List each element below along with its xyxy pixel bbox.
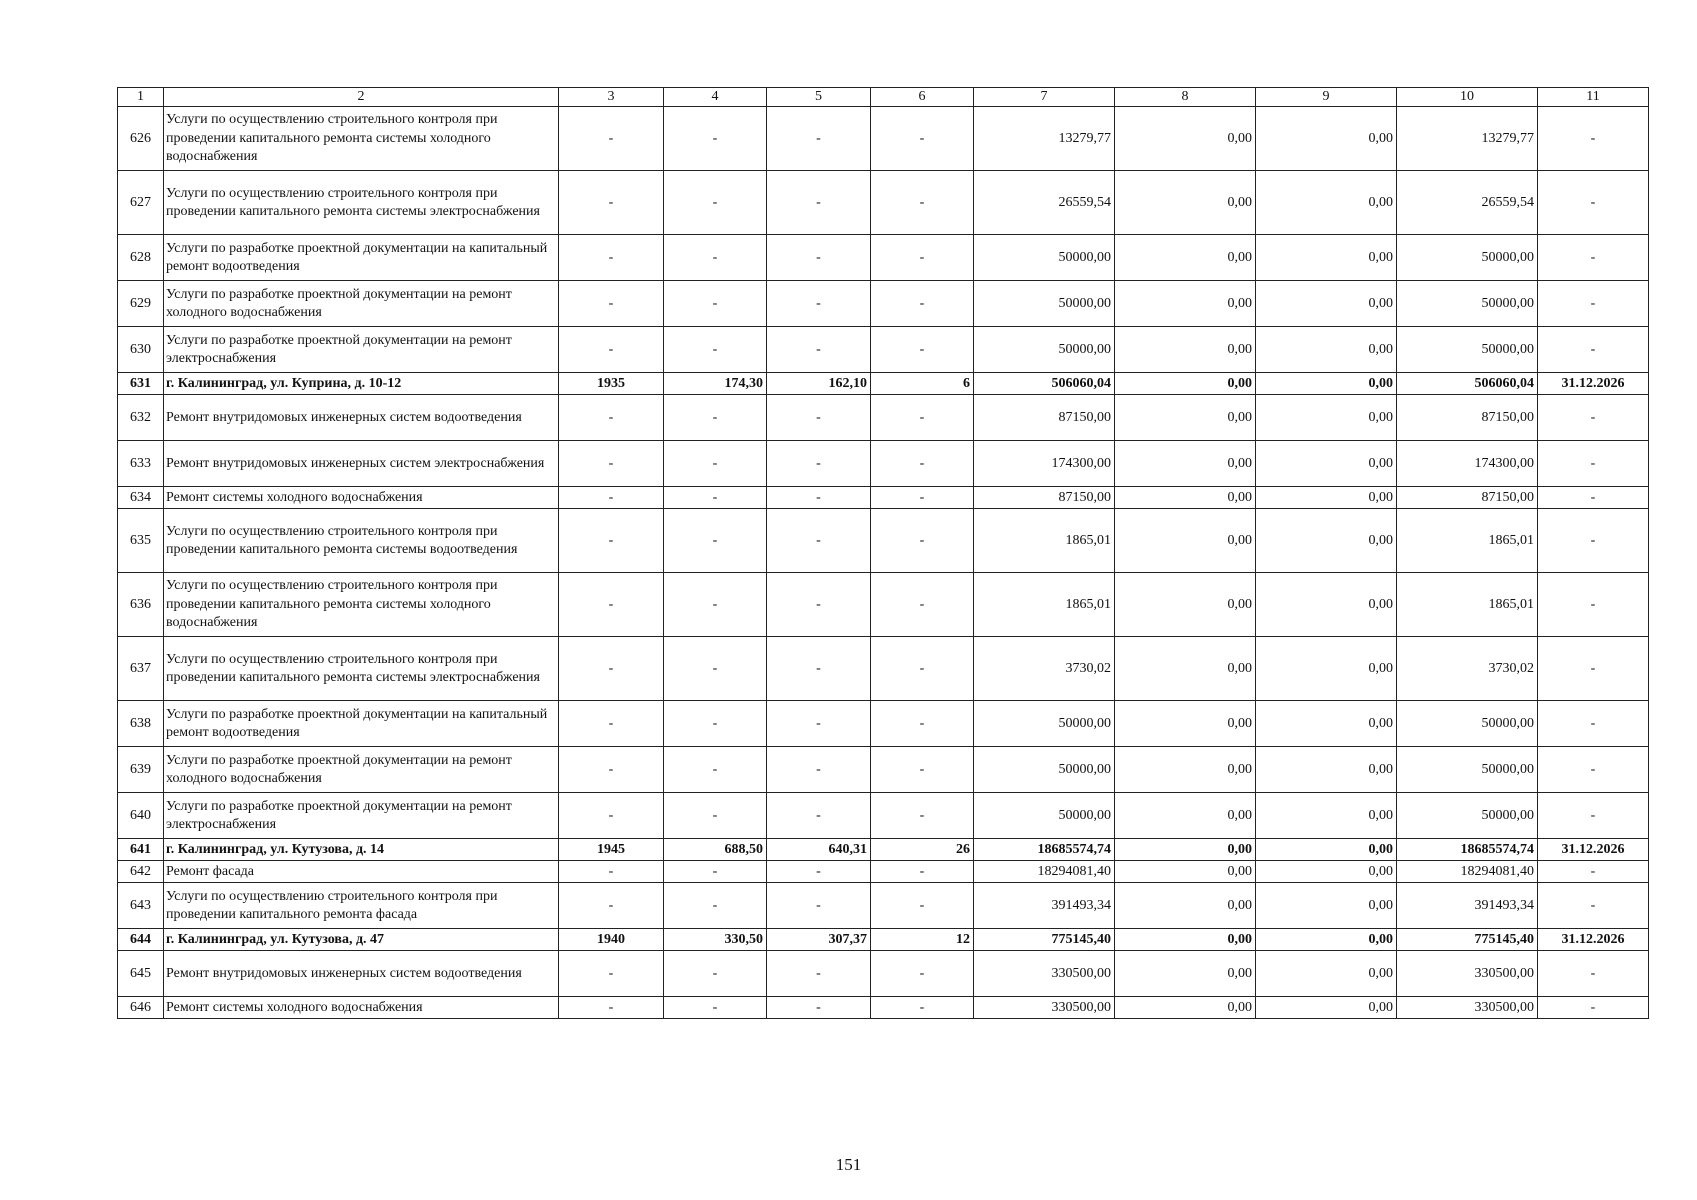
year-cell: - [559,327,664,373]
residents-cell: 12 [871,929,974,951]
row-number-cell: 633 [118,441,164,487]
federal-funds-cell: 0,00 [1115,171,1256,235]
row-number-cell: 645 [118,951,164,997]
column-number-header: 9 [1256,88,1397,107]
column-number-header: 8 [1115,88,1256,107]
year-cell: - [559,487,664,509]
row-number-cell: 640 [118,793,164,839]
address-row [118,929,1649,951]
total-area-cell: 174,30 [664,373,767,395]
row-number-cell: 639 [118,747,164,793]
owner-funds-cell: 50000,00 [1397,747,1538,793]
living-area-cell: - [767,883,871,929]
regional-funds-cell: 0,00 [1256,107,1397,171]
total-area-cell: - [664,441,767,487]
deadline-cell: - [1538,951,1649,997]
work-item-row [118,441,1649,487]
year-cell: - [559,701,664,747]
row-number-cell: 626 [118,107,164,171]
row-number-cell: 642 [118,861,164,883]
regional-funds-cell: 0,00 [1256,281,1397,327]
deadline-cell: - [1538,327,1649,373]
total-area-cell: - [664,487,767,509]
residents-cell: - [871,883,974,929]
work-item-row [118,701,1649,747]
work-item-row [118,281,1649,327]
federal-funds-cell: 0,00 [1115,395,1256,441]
residents-cell: - [871,747,974,793]
regional-funds-cell: 0,00 [1256,997,1397,1019]
residents-cell: - [871,573,974,637]
living-area-cell: - [767,573,871,637]
residents-cell: - [871,997,974,1019]
federal-funds-cell: 0,00 [1115,327,1256,373]
residents-cell: - [871,637,974,701]
row-number-cell: 627 [118,171,164,235]
row-number-cell: 646 [118,997,164,1019]
residents-cell: - [871,281,974,327]
row-number-cell: 631 [118,373,164,395]
work-item-row [118,327,1649,373]
federal-funds-cell: 0,00 [1115,793,1256,839]
regional-funds-cell: 0,00 [1256,509,1397,573]
total-cost-cell: 50000,00 [974,793,1115,839]
regional-funds-cell: 0,00 [1256,171,1397,235]
description-cell: Ремонт системы холодного водоснабжения [164,487,559,509]
deadline-cell: - [1538,171,1649,235]
year-cell: - [559,573,664,637]
living-area-cell: - [767,107,871,171]
total-cost-cell: 87150,00 [974,487,1115,509]
row-number-cell: 641 [118,839,164,861]
total-area-cell: - [664,235,767,281]
deadline-cell: - [1538,637,1649,701]
living-area-cell: - [767,951,871,997]
residents-cell: - [871,395,974,441]
deadline-cell: - [1538,573,1649,637]
federal-funds-cell: 0,00 [1115,637,1256,701]
work-item-row [118,997,1649,1019]
deadline-cell: - [1538,235,1649,281]
total-cost-cell: 330500,00 [974,997,1115,1019]
federal-funds-cell: 0,00 [1115,235,1256,281]
deadline-cell: - [1538,395,1649,441]
deadline-cell: - [1538,701,1649,747]
total-area-cell: - [664,327,767,373]
year-cell: - [559,171,664,235]
living-area-cell: - [767,395,871,441]
owner-funds-cell: 1865,01 [1397,573,1538,637]
owner-funds-cell: 775145,40 [1397,929,1538,951]
owner-funds-cell: 3730,02 [1397,637,1538,701]
regional-funds-cell: 0,00 [1256,395,1397,441]
regional-funds-cell: 0,00 [1256,951,1397,997]
total-area-cell: - [664,281,767,327]
work-item-row [118,793,1649,839]
deadline-cell: - [1538,793,1649,839]
page-number: 151 [835,1155,862,1174]
year-cell: - [559,793,664,839]
column-number-header: 11 [1538,88,1649,107]
owner-funds-cell: 330500,00 [1397,997,1538,1019]
living-area-cell: - [767,997,871,1019]
year-cell: 1945 [559,839,664,861]
owner-funds-cell: 50000,00 [1397,793,1538,839]
regional-funds-cell: 0,00 [1256,839,1397,861]
description-cell: г. Калининград, ул. Кутузова, д. 47 [164,929,559,951]
total-area-cell: - [664,395,767,441]
description-cell: Услуги по разработке проектной документации на ремонт электроснабжения [164,793,559,839]
year-cell: 1935 [559,373,664,395]
total-cost-cell: 391493,34 [974,883,1115,929]
work-item-row [118,747,1649,793]
total-cost-cell: 87150,00 [974,395,1115,441]
living-area-cell: - [767,441,871,487]
deadline-cell: - [1538,997,1649,1019]
deadline-cell: - [1538,747,1649,793]
total-cost-cell: 330500,00 [974,951,1115,997]
column-number-header: 5 [767,88,871,107]
work-item-row [118,509,1649,573]
residents-cell: - [871,107,974,171]
total-cost-cell: 775145,40 [974,929,1115,951]
deadline-cell: - [1538,107,1649,171]
owner-funds-cell: 174300,00 [1397,441,1538,487]
regional-funds-cell: 0,00 [1256,327,1397,373]
year-cell: - [559,509,664,573]
federal-funds-cell: 0,00 [1115,487,1256,509]
work-item-row [118,861,1649,883]
deadline-cell: - [1538,883,1649,929]
total-area-cell: - [664,951,767,997]
description-cell: Услуги по разработке проектной документации на капитальный ремонт водоотведения [164,701,559,747]
total-cost-cell: 50000,00 [974,235,1115,281]
description-cell: Ремонт внутридомовых инженерных систем водоотведения [164,395,559,441]
total-area-cell: - [664,107,767,171]
federal-funds-cell: 0,00 [1115,441,1256,487]
deadline-cell: - [1538,487,1649,509]
column-number-header: 7 [974,88,1115,107]
federal-funds-cell: 0,00 [1115,573,1256,637]
regional-funds-cell: 0,00 [1256,701,1397,747]
row-number-cell: 634 [118,487,164,509]
regional-funds-cell: 0,00 [1256,637,1397,701]
regional-funds-cell: 0,00 [1256,861,1397,883]
column-number-header: 10 [1397,88,1538,107]
row-number-cell: 643 [118,883,164,929]
description-cell: Ремонт внутридомовых инженерных систем водоотведения [164,951,559,997]
living-area-cell: - [767,235,871,281]
row-number-cell: 632 [118,395,164,441]
regional-funds-cell: 0,00 [1256,487,1397,509]
address-row [118,373,1649,395]
deadline-cell: - [1538,861,1649,883]
work-item-row [118,487,1649,509]
row-number-cell: 637 [118,637,164,701]
total-area-cell: - [664,701,767,747]
year-cell: - [559,107,664,171]
owner-funds-cell: 50000,00 [1397,701,1538,747]
deadline-cell: - [1538,281,1649,327]
federal-funds-cell: 0,00 [1115,107,1256,171]
owner-funds-cell: 391493,34 [1397,883,1538,929]
year-cell: - [559,861,664,883]
owner-funds-cell: 13279,77 [1397,107,1538,171]
living-area-cell: - [767,171,871,235]
living-area-cell: - [767,327,871,373]
owner-funds-cell: 330500,00 [1397,951,1538,997]
row-number-cell: 629 [118,281,164,327]
owner-funds-cell: 506060,04 [1397,373,1538,395]
description-cell: Услуги по разработке проектной документации на капитальный ремонт водоотведения [164,235,559,281]
deadline-cell: - [1538,441,1649,487]
owner-funds-cell: 50000,00 [1397,327,1538,373]
deadline-cell: 31.12.2026 [1538,839,1649,861]
federal-funds-cell: 0,00 [1115,701,1256,747]
year-cell: - [559,997,664,1019]
federal-funds-cell: 0,00 [1115,509,1256,573]
work-item-row [118,883,1649,929]
federal-funds-cell: 0,00 [1115,747,1256,793]
regional-funds-cell: 0,00 [1256,441,1397,487]
owner-funds-cell: 18294081,40 [1397,861,1538,883]
year-cell: - [559,747,664,793]
total-area-cell: - [664,997,767,1019]
owner-funds-cell: 1865,01 [1397,509,1538,573]
owner-funds-cell: 18685574,74 [1397,839,1538,861]
description-cell: Услуги по осуществлению строительного контроля при проведении капитального ремонта системы электроснабжения [164,637,559,701]
description-cell: Услуги по осуществлению строительного контроля при проведении капитального ремонта системы электроснабжения [164,171,559,235]
row-number-cell: 644 [118,929,164,951]
year-cell: - [559,637,664,701]
deadline-cell: - [1538,509,1649,573]
living-area-cell: 307,37 [767,929,871,951]
federal-funds-cell: 0,00 [1115,861,1256,883]
total-cost-cell: 50000,00 [974,327,1115,373]
description-cell: Услуги по осуществлению строительного контроля при проведении капитального ремонта системы водоотведения [164,509,559,573]
description-cell: г. Калининград, ул. Куприна, д. 10-12 [164,373,559,395]
year-cell: - [559,883,664,929]
description-cell: Услуги по разработке проектной документации на ремонт холодного водоснабжения [164,747,559,793]
total-cost-cell: 1865,01 [974,573,1115,637]
living-area-cell: - [767,793,871,839]
row-number-cell: 638 [118,701,164,747]
owner-funds-cell: 26559,54 [1397,171,1538,235]
column-number-row [118,88,1649,107]
residents-cell: - [871,171,974,235]
year-cell: - [559,951,664,997]
total-cost-cell: 50000,00 [974,281,1115,327]
living-area-cell: 162,10 [767,373,871,395]
total-area-cell: - [664,637,767,701]
total-cost-cell: 50000,00 [974,701,1115,747]
regional-funds-cell: 0,00 [1256,883,1397,929]
works-table [117,87,1649,1019]
total-area-cell: 330,50 [664,929,767,951]
total-cost-cell: 18685574,74 [974,839,1115,861]
year-cell: - [559,235,664,281]
row-number-cell: 636 [118,573,164,637]
description-cell: Ремонт внутридомовых инженерных систем электроснабжения [164,441,559,487]
living-area-cell: - [767,637,871,701]
federal-funds-cell: 0,00 [1115,997,1256,1019]
work-item-row [118,395,1649,441]
living-area-cell: - [767,281,871,327]
total-area-cell: - [664,883,767,929]
work-item-row [118,951,1649,997]
residents-cell: - [871,951,974,997]
federal-funds-cell: 0,00 [1115,373,1256,395]
column-number-header: 2 [164,88,559,107]
living-area-cell: - [767,509,871,573]
row-number-cell: 628 [118,235,164,281]
regional-funds-cell: 0,00 [1256,793,1397,839]
column-number-header: 4 [664,88,767,107]
residents-cell: - [871,861,974,883]
owner-funds-cell: 87150,00 [1397,487,1538,509]
year-cell: - [559,281,664,327]
total-area-cell: - [664,509,767,573]
total-cost-cell: 1865,01 [974,509,1115,573]
row-number-cell: 630 [118,327,164,373]
total-area-cell: - [664,747,767,793]
deadline-cell: 31.12.2026 [1538,373,1649,395]
residents-cell: - [871,701,974,747]
total-area-cell: - [664,171,767,235]
total-cost-cell: 18294081,40 [974,861,1115,883]
owner-funds-cell: 87150,00 [1397,395,1538,441]
residents-cell: - [871,327,974,373]
regional-funds-cell: 0,00 [1256,929,1397,951]
description-cell: Услуги по осуществлению строительного контроля при проведении капитального ремонта системы холодного водоснабжения [164,107,559,171]
column-number-header: 6 [871,88,974,107]
column-number-header: 3 [559,88,664,107]
federal-funds-cell: 0,00 [1115,281,1256,327]
federal-funds-cell: 0,00 [1115,883,1256,929]
living-area-cell: - [767,701,871,747]
description-cell: Услуги по осуществлению строительного контроля при проведении капитального ремонта фасада [164,883,559,929]
owner-funds-cell: 50000,00 [1397,281,1538,327]
federal-funds-cell: 0,00 [1115,929,1256,951]
regional-funds-cell: 0,00 [1256,373,1397,395]
living-area-cell: 640,31 [767,839,871,861]
total-cost-cell: 3730,02 [974,637,1115,701]
work-item-row [118,235,1649,281]
total-area-cell: - [664,573,767,637]
address-row [118,839,1649,861]
total-area-cell: - [664,793,767,839]
total-cost-cell: 26559,54 [974,171,1115,235]
residents-cell: - [871,793,974,839]
description-cell: г. Калининград, ул. Кутузова, д. 14 [164,839,559,861]
regional-funds-cell: 0,00 [1256,573,1397,637]
description-cell: Ремонт фасада [164,861,559,883]
total-cost-cell: 50000,00 [974,747,1115,793]
federal-funds-cell: 0,00 [1115,951,1256,997]
residents-cell: 6 [871,373,974,395]
description-cell: Услуги по разработке проектной документации на ремонт холодного водоснабжения [164,281,559,327]
work-item-row [118,637,1649,701]
total-cost-cell: 174300,00 [974,441,1115,487]
description-cell: Услуги по осуществлению строительного контроля при проведении капитального ремонта системы холодного водоснабжения [164,573,559,637]
year-cell: 1940 [559,929,664,951]
living-area-cell: - [767,861,871,883]
residents-cell: 26 [871,839,974,861]
living-area-cell: - [767,747,871,793]
work-item-row [118,171,1649,235]
living-area-cell: - [767,487,871,509]
year-cell: - [559,441,664,487]
total-area-cell: - [664,861,767,883]
work-item-row [118,107,1649,171]
deadline-cell: 31.12.2026 [1538,929,1649,951]
work-item-row [118,573,1649,637]
residents-cell: - [871,509,974,573]
residents-cell: - [871,487,974,509]
description-cell: Ремонт системы холодного водоснабжения [164,997,559,1019]
total-cost-cell: 13279,77 [974,107,1115,171]
owner-funds-cell: 50000,00 [1397,235,1538,281]
description-cell: Услуги по разработке проектной документации на ремонт электроснабжения [164,327,559,373]
row-number-cell: 635 [118,509,164,573]
column-number-header: 1 [118,88,164,107]
regional-funds-cell: 0,00 [1256,747,1397,793]
federal-funds-cell: 0,00 [1115,839,1256,861]
residents-cell: - [871,235,974,281]
year-cell: - [559,395,664,441]
regional-funds-cell: 0,00 [1256,235,1397,281]
total-cost-cell: 506060,04 [974,373,1115,395]
total-area-cell: 688,50 [664,839,767,861]
residents-cell: - [871,441,974,487]
